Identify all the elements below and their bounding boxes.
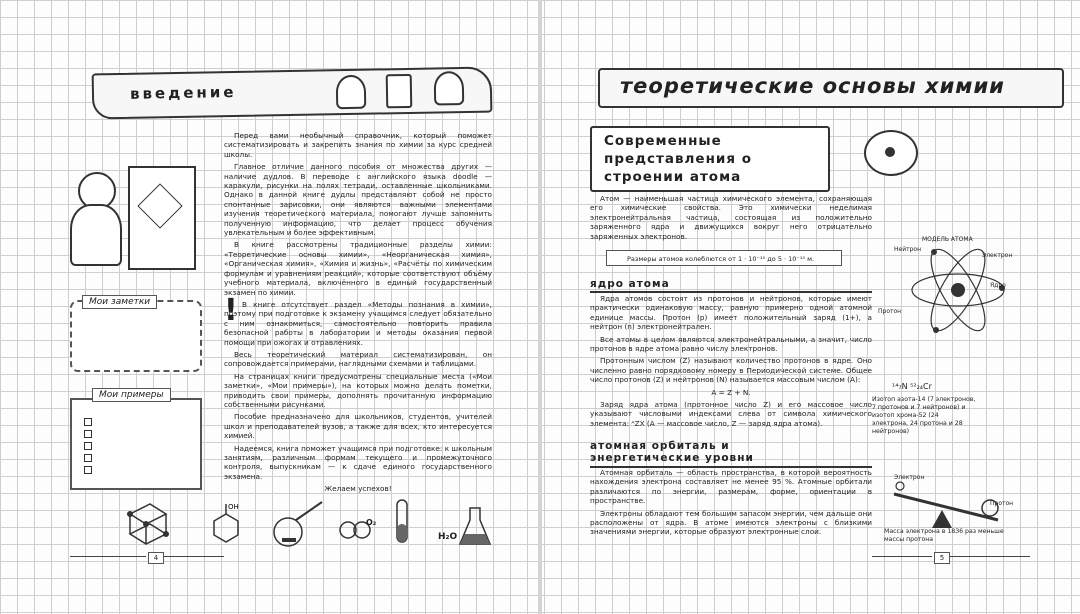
example-checkbox[interactable] — [84, 430, 92, 438]
intro-paragraph: Пособие предназначено для школьников, студентов, учителей школ и преподавателей вузов, а также для всех, кто интересуется химией. — [224, 412, 492, 441]
chemist-doodle-icon — [434, 71, 465, 106]
chapter-banner — [598, 68, 1064, 108]
isotope-caption: Изотоп азота-14 (7 электронов, 7 протонов и 7 нейтронов) и изотоп хрома-52 (24 электрона, 24 протона и 28 нейтронов) — [872, 396, 976, 435]
intro-paragraph: На страницах книги предусмотрены специальные места («Мои заметки», «Мои примеры»), на которых можно делать пометки, приводить свои примеры, дополнять прочитанную информацию собственными рисунками. — [224, 371, 492, 409]
fact-text: Размеры атомов колеблются от 1 · 10⁻¹⁰ до 5 · 10⁻¹⁰ м. — [627, 255, 815, 263]
atom-model-title: МОДЕЛЬ АТОМА — [922, 236, 973, 243]
nucleus-label: Ядро — [990, 282, 1006, 289]
book-doodle-icon — [386, 74, 413, 108]
nucleus-paragraph: Все атомы в целом являются электронейтральными, а значит, число протонов в ядре атома равно числу электронов. — [590, 334, 872, 354]
nucleus-paragraph: Заряд ядра атома (протонное число Z) и его массовое число указывают числовыми индексами слева от символа химического элемента: ᴬZX (A — массовое число, Z — заряд ядра атома). — [590, 400, 872, 428]
proton-label: Протон — [878, 308, 902, 315]
example-checkbox[interactable] — [84, 466, 92, 474]
seesaw-proton-label: Протон — [990, 500, 1014, 507]
intro-paragraph: В книге рассмотрены традиционные разделы химии: «Теоретические основы химии», «Неорганическая химия», «Органическая химия», «Химия и жизнь», «Расчёты по химическим формулам и уравнениям реакций», которые соответствуют объёму учебного материала, включённого в единый государственный экзамен по химии. — [224, 240, 492, 297]
svg-text:OH: OH — [228, 503, 239, 511]
intro-paragraph: Главное отличие данного пособия от множества других — наличие дудлов. В переводе с английского языка doodle — каракули, рисунки на полях тетради, оставленные школьниками. Однако в данной книге дудлы представляют собой не просто спонтанные зарисовки, они являются важными элементами изучения теоретического материала, помогают лучше запомнить полученную информацию, что делает процесс обучения увлекательным и более эффективным. — [224, 162, 492, 238]
atom-definition-text: Атом — наименьшая частица химического элемента, сохраняющая его химические свойства. Это химически неделимая электронейтральная частица, состоящая из положительно заряженного ядра и движущихся вокруг него отрицательно заряженных электронов. — [590, 194, 872, 241]
intro-paragraph: Перед вами необычный справочник, который поможет систематизировать и закрепить знания по химии за курс средней школы. — [224, 131, 492, 159]
erlenmeyer-flask-icon — [458, 506, 492, 548]
fact-box — [606, 250, 842, 266]
intro-banner-title: введение — [129, 82, 237, 103]
seesaw-caption: Масса электрона в 1836 раз меньше массы протона — [884, 528, 1004, 543]
water-formula-label: H₂O — [438, 532, 458, 542]
footer-line — [950, 556, 1030, 557]
section-title: Современные представления о строении атома — [604, 133, 753, 185]
seesaw-electron-label: Электрон — [894, 474, 925, 481]
notes-label: Мои заметки — [82, 295, 157, 309]
nucleus-heading: ядро атома — [590, 278, 670, 290]
nucleus-paragraph: Ядра атомов состоят из протонов и нейтронов, которые имеют практически одинаковую массу, равную примерно одной атомной единице массы. Протон (p) имеет положительный заряд (1+), а нейтрон (n) электронейтрален. — [590, 294, 872, 332]
intro-paragraph: Надеемся, книга поможет учащимся при подготовке: к школьным занятиям, различным формам текущего и промежуточного контроля, выпускникам — к сдаче единого государственного экзамена. — [224, 443, 492, 481]
chapter-title: теоретические основы химии — [620, 74, 1005, 98]
oxygen-label: O₂ — [366, 518, 377, 527]
neutron-label: Нейтрон — [894, 246, 921, 253]
seesaw-illustration — [886, 480, 1006, 530]
retort-flask-icon — [270, 494, 326, 548]
left-page — [0, 0, 538, 614]
orbital-paragraph: Электроны обладают тем большим запасом энергии, чем дальше они расположены от ядра. В атоме имеются электроны с близкими значениями энергии, которые образуют электронные слои. — [590, 508, 872, 537]
nucleus-paragraph: Протонным числом (Z) называют количество протонов в ядре. Оно численно равно порядковому номеру в Периодической системе. Общее число протонов (Z) и нейтронов (N) называется массовым числом (A): — [590, 356, 872, 385]
easel-molecule-icon — [128, 166, 196, 270]
example-checkbox[interactable] — [84, 454, 92, 462]
closing-wish: Желаем успехов! — [324, 484, 392, 494]
orbital-paragraph: Атомная орбиталь — область пространства, в которой вероятность нахождения электрона составляет не менее 95 %. Атомные орбитали различаются по энергии, размерам, форме, ориентации в пространстве. — [590, 468, 872, 506]
intro-banner — [92, 67, 493, 120]
orbital-text — [590, 468, 872, 540]
orbital-heading: атомная орбиталь и энергетические уровни — [590, 440, 754, 464]
page-number-left: 4 — [148, 552, 164, 564]
heading-rule — [590, 291, 872, 293]
right-page — [542, 0, 1080, 614]
nucleus-text — [590, 294, 872, 431]
example-checkbox[interactable] — [84, 442, 92, 450]
intro-text — [224, 131, 492, 497]
intro-paragraph: В книге отсутствует раздел «Методы познания в химии», поэтому при подготовке к экзамену учащимся следует обязательно с ним ознакомиться, самостоятельно повторить правила безопасной работы в лаборатории и методы оказания первой помощи при ожогах и отравлениях. — [224, 299, 492, 347]
footer-line — [872, 556, 932, 557]
phenol-molecule-icon — [206, 500, 246, 544]
electron-label: Электрон — [982, 252, 1013, 259]
mass-number-formula: A = Z + N. — [711, 387, 751, 397]
scientist-body-icon — [70, 204, 122, 266]
examples-label: Мои примеры — [92, 388, 171, 402]
atom-icon — [864, 130, 918, 176]
scientist-doodle-icon — [336, 75, 367, 110]
footer-line — [70, 556, 146, 557]
crystal-lattice-icon — [120, 500, 170, 546]
exclamation-icon: ! — [224, 293, 238, 328]
page-number-right: 5 — [934, 552, 950, 564]
intro-paragraph: Весь теоретический материал систематизирован, он сопровождается примерами, наглядными схемами и таблицами. — [224, 349, 492, 369]
footer-line — [164, 556, 224, 557]
atom-definition — [590, 194, 872, 244]
test-tube-icon — [392, 498, 412, 548]
section-banner — [590, 126, 830, 192]
isotope-symbols: ¹⁴₇N ⁵²₂₄Cr — [892, 382, 932, 391]
example-checkbox[interactable] — [84, 418, 92, 426]
notes-area[interactable] — [70, 300, 202, 372]
